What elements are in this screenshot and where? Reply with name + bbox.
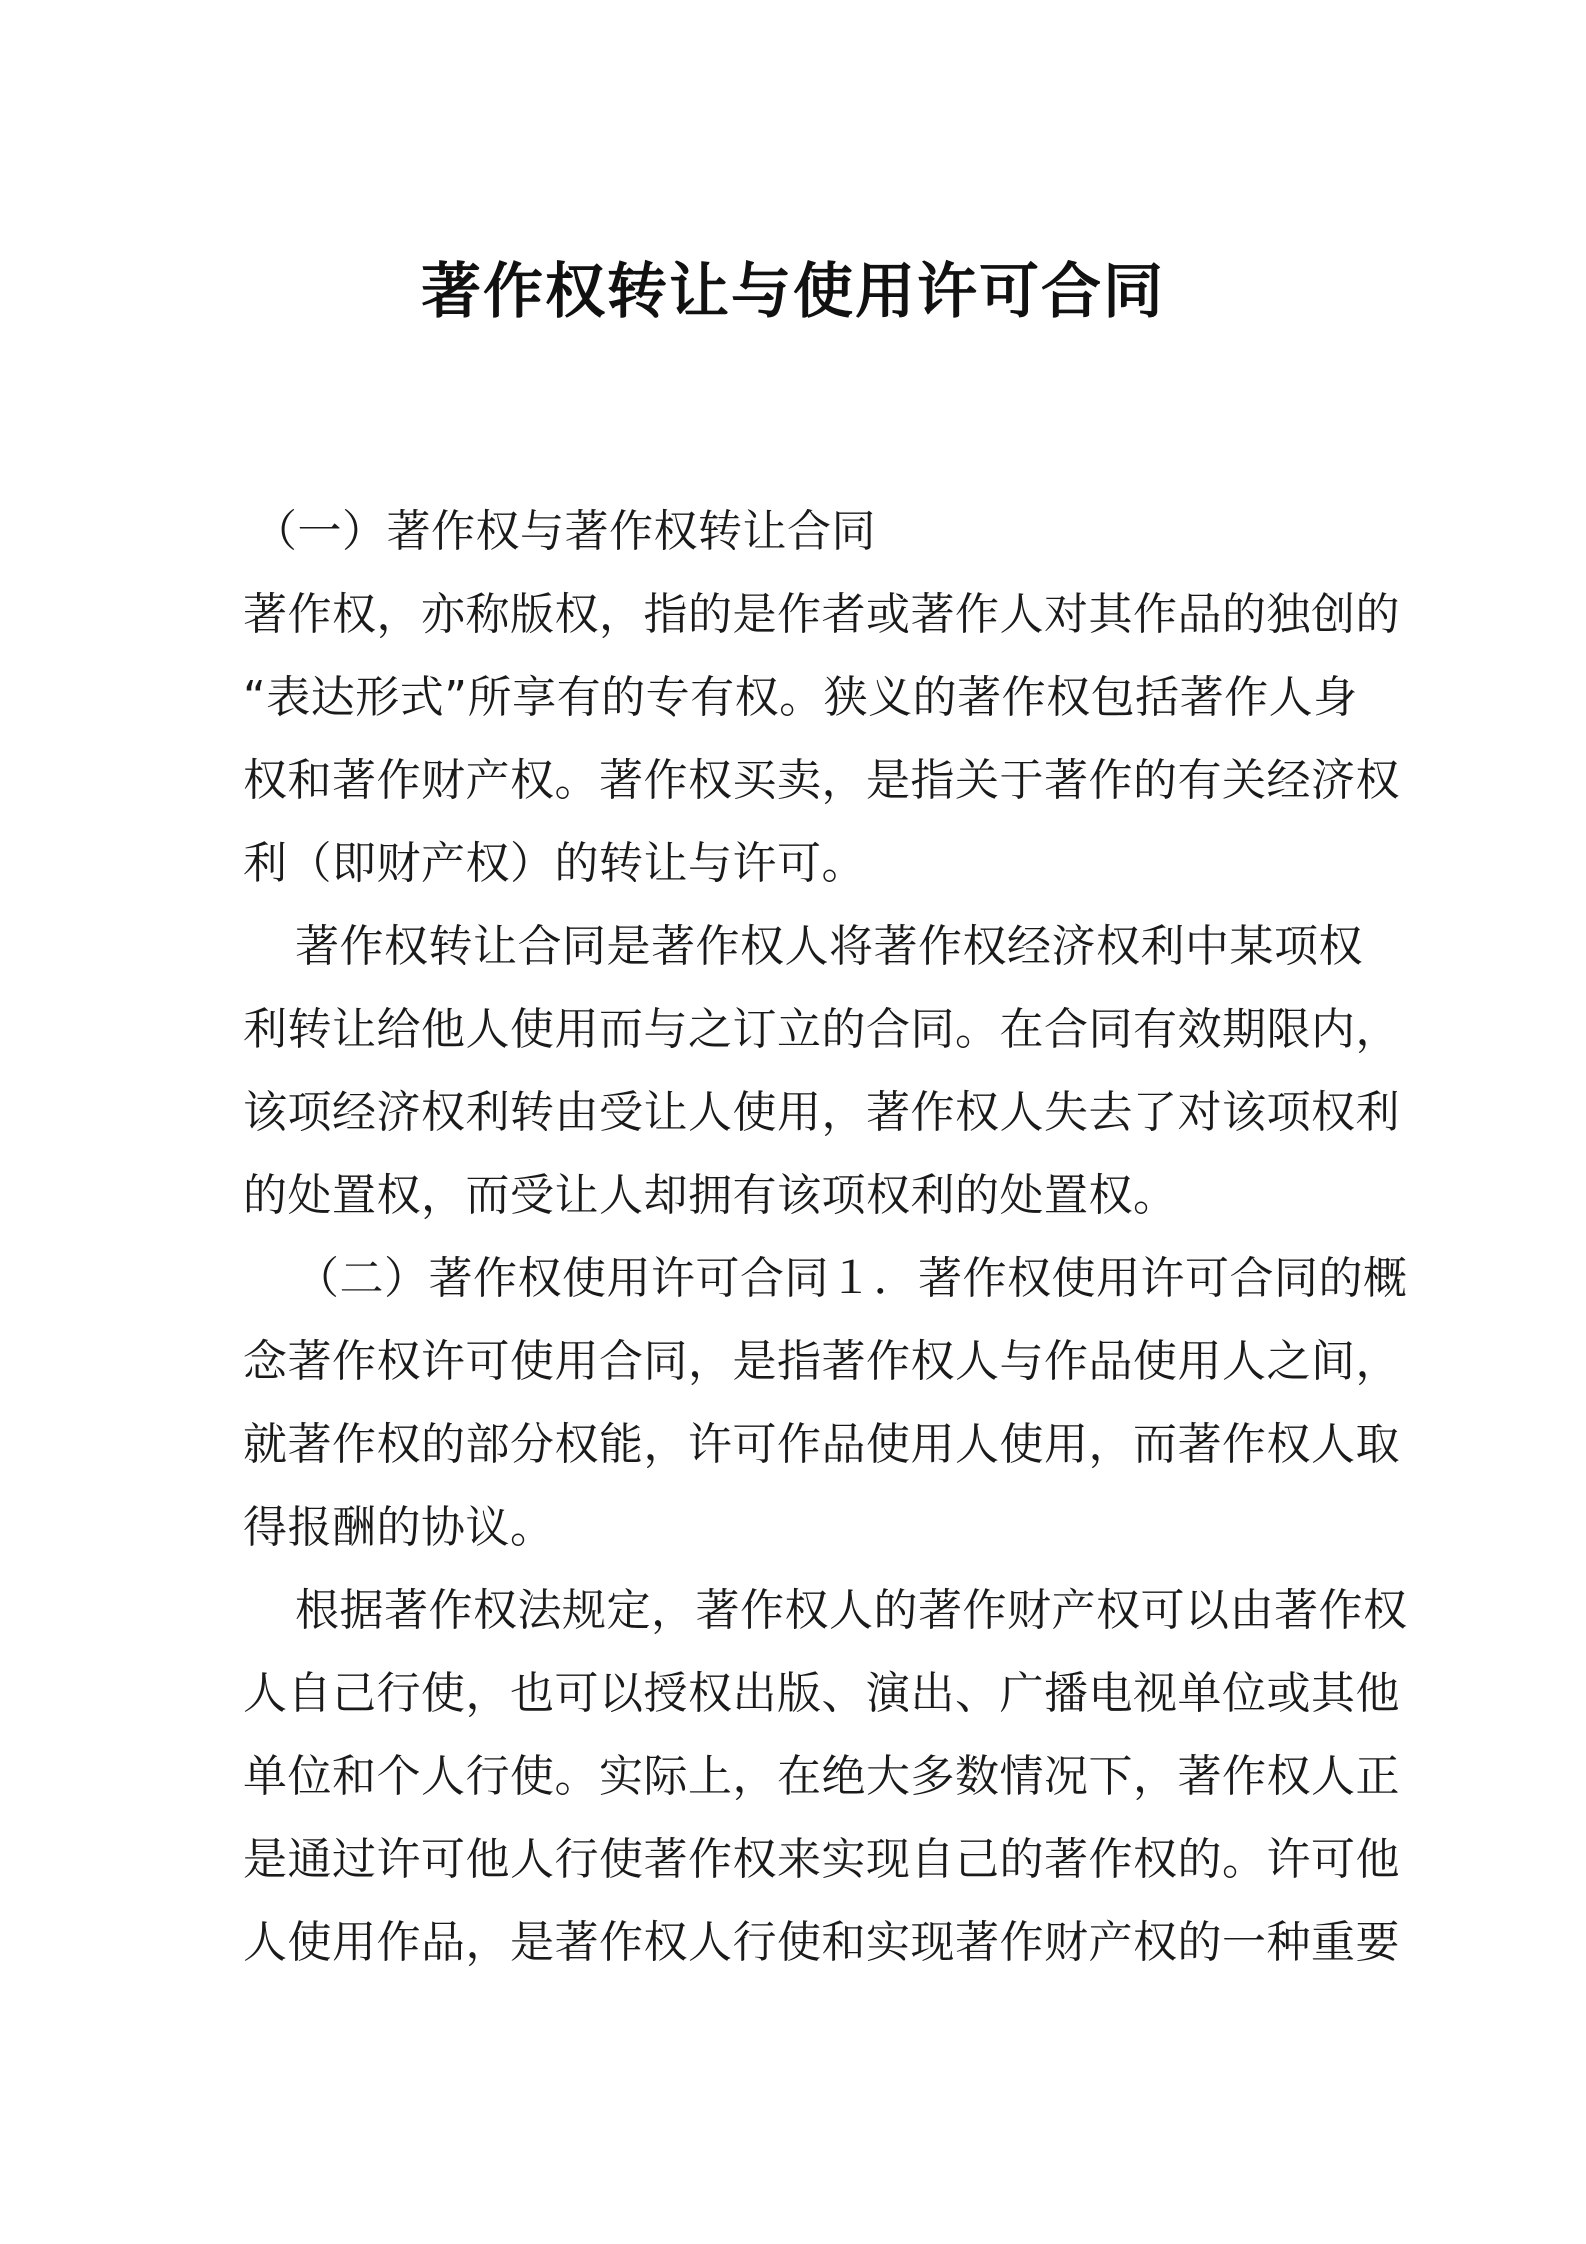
paragraph-line: 该项经济权利转由受让人使用，著作权人失去了对该项权利 bbox=[243, 1087, 1400, 1138]
section-heading-1: （一）著作权与著作权转让合同 bbox=[253, 506, 876, 557]
paragraph-line: 是通过许可他人行使著作权来实现自己的著作权的。许可他 bbox=[243, 1834, 1400, 1885]
paragraph-line: 根据著作权法规定，著作权人的著作财产权可以由著作权 bbox=[295, 1585, 1408, 1636]
paragraph-line: 利转让给他人使用而与之订立的合同。在合同有效期限内， bbox=[243, 1004, 1400, 1055]
paragraph-line: 念著作权许可使用合同，是指著作权人与作品使用人之间， bbox=[243, 1336, 1400, 1387]
paragraph-line: 著作权，亦称版权，指的是作者或著作人对其作品的独创的 bbox=[243, 589, 1400, 640]
paragraph-line: 的处置权，而受让人却拥有该项权利的处置权。 bbox=[243, 1170, 1178, 1221]
document-body bbox=[243, 490, 1408, 1984]
paragraph-line: “表达形式”所享有的专有权。狭义的著作权包括著作人身 bbox=[243, 672, 1358, 723]
paragraph-line: 利（即财产权）的转让与许可。 bbox=[243, 838, 866, 889]
document-title: 著作权转让与使用许可合同 bbox=[421, 257, 1165, 327]
paragraph-line: 著作权转让合同是著作权人将著作权经济权利中某项权 bbox=[295, 921, 1363, 972]
paragraph-line: 得报酬的协议。 bbox=[243, 1502, 555, 1553]
paragraph-line: 权和著作财产权。著作权买卖，是指关于著作的有关经济权 bbox=[243, 755, 1400, 806]
paragraph-line: 人自己行使，也可以授权出版、演出、广播电视单位或其他 bbox=[243, 1668, 1400, 1719]
paragraph-line: 人使用作品，是著作权人行使和实现著作财产权的一种重要 bbox=[243, 1917, 1400, 1968]
paragraph-line: 就著作权的部分权能，许可作品使用人使用，而著作权人取 bbox=[243, 1419, 1400, 1470]
section-heading-2: （二）著作权使用许可合同１．著作权使用许可合同的概 bbox=[295, 1253, 1408, 1304]
paragraph-line: 单位和个人行使。实际上，在绝大多数情况下，著作权人正 bbox=[243, 1751, 1400, 1802]
